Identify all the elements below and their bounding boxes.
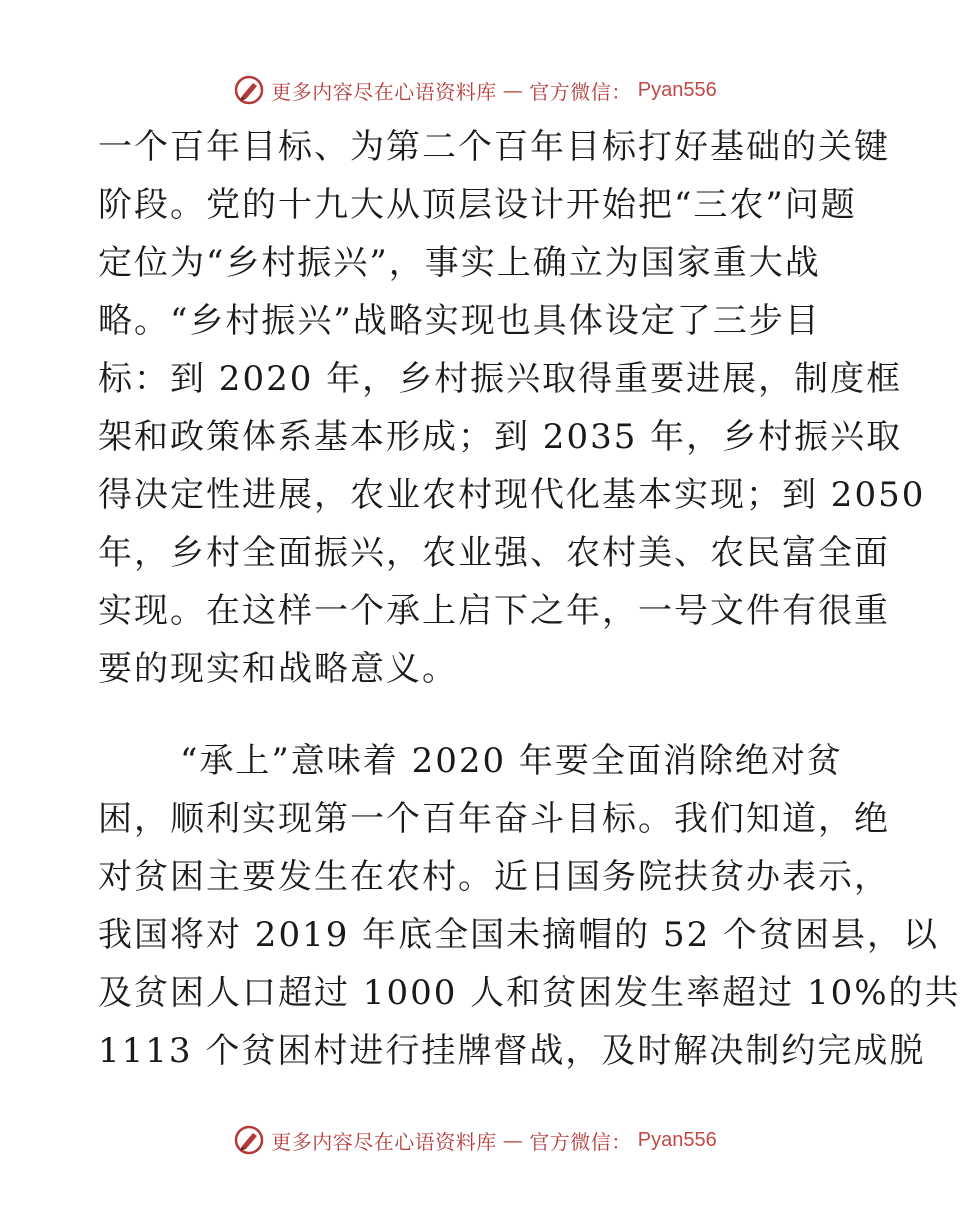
banner-wechat-label: 官方微信：: [529, 79, 632, 104]
header-watermark: [0, 70, 950, 110]
text-line: 1113 个贫困村进行挂牌督战，及时解决制约完成脱: [98, 1031, 926, 1071]
banner-wechat-id: Pyan556: [637, 78, 717, 101]
text-line: “承上”意味着 2020 年要全面消除绝对贫: [180, 741, 843, 781]
document-body: [98, 118, 961, 1080]
footer-watermark: [0, 1120, 950, 1160]
banner-site-text: 更多内容尽在心语资料库: [271, 79, 497, 104]
pen-logo-icon: [233, 1124, 265, 1156]
text-line: 及贫困人口超过 1000 人和贫困发生率超过 10%的共: [98, 973, 961, 1013]
text-line: 略。“乡村振兴”战略实现也具体设定了三步目: [98, 301, 821, 341]
paragraph-2: [98, 732, 961, 1080]
banner-site-text: 更多内容尽在心语资料库: [271, 1129, 497, 1154]
text-line: 得决定性进展，农业农村现代化基本实现；到 2050: [98, 475, 926, 515]
text-line: 实现。在这样一个承上启下之年，一号文件有很重: [98, 591, 890, 631]
text-line: 定位为“乡村振兴”，事实上确立为国家重大战: [98, 243, 821, 283]
banner-dash: —: [502, 78, 524, 102]
banner-dash: —: [502, 1128, 524, 1152]
text-line: 我国将对 2019 年底全国未摘帽的 52 个贫困县，以: [98, 915, 940, 955]
text-line: 架和政策体系基本形成；到 2035 年，乡村振兴取: [98, 417, 903, 457]
text-line: 阶段。党的十九大从顶层设计开始把“三农”问题: [98, 185, 857, 225]
banner-wechat-id: Pyan556: [637, 1128, 717, 1151]
banner-wechat-label: 官方微信：: [529, 1129, 632, 1154]
paragraph-gap: [98, 698, 858, 732]
paragraph-1: [98, 118, 926, 698]
text-line: 年，乡村全面振兴，农业强、农村美、农民富全面: [98, 533, 890, 573]
text-line: 一个百年目标、为第二个百年目标打好基础的关键: [98, 127, 890, 167]
text-line: 要的现实和战略意义。: [98, 649, 458, 689]
text-line: 困，顺利实现第一个百年奋斗目标。我们知道，绝: [98, 799, 890, 839]
pen-logo-icon: [233, 74, 265, 106]
text-line: 对贫困主要发生在农村。近日国务院扶贫办表示，: [98, 857, 890, 897]
text-line: 标：到 2020 年，乡村振兴取得重要进展，制度框: [98, 359, 903, 399]
